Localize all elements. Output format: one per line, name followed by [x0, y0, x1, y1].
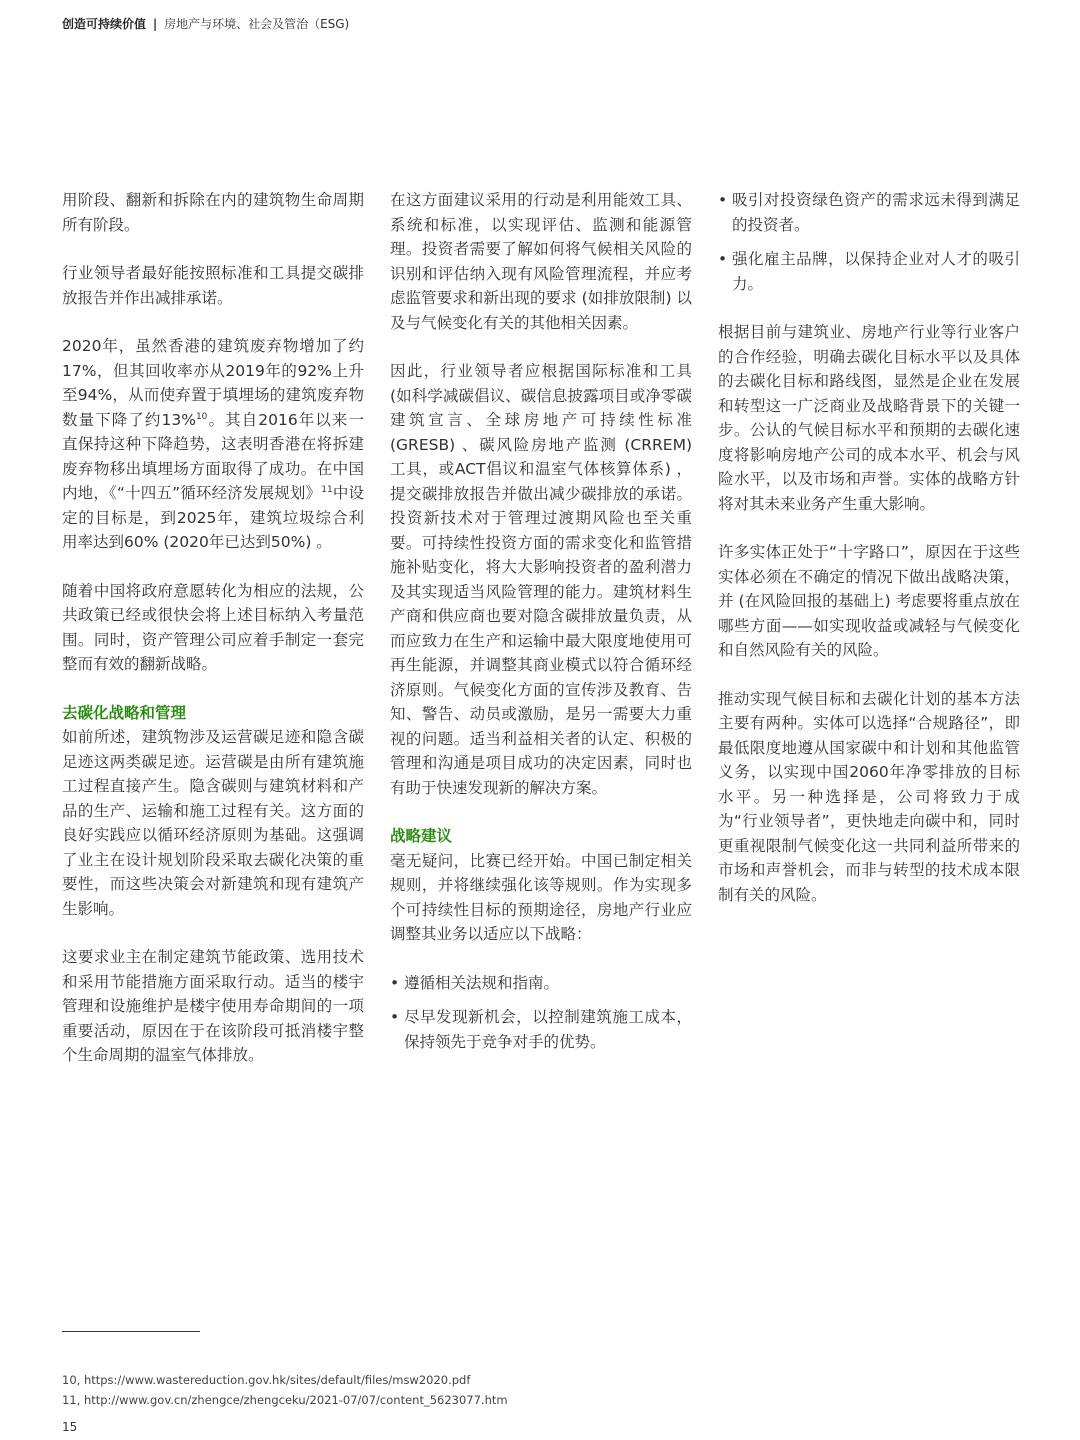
section-heading-decarbonisation: 去碳化战略和管理 — [62, 703, 187, 722]
footnote-11[interactable]: 11, http://www.gov.cn/zhengce/zhengceku/2021-07/07/content_5623077.htm — [62, 1393, 508, 1407]
paragraph: 随着中国将政府意愿转化为相应的法规，公共政策已经或很快会将上述目标纳入考量范围。同时，资产管理公司应着手制定一套完整而有效的翻新战略。 — [62, 581, 364, 673]
list-item: • 遵循相关法规和指南。 — [390, 971, 692, 996]
running-header — [62, 15, 349, 32]
footnotes — [62, 1370, 508, 1410]
header-section: 创造可持续价值 — [62, 17, 147, 31]
footnote-ref-11[interactable]: 11 — [321, 484, 333, 495]
list-item: • 强化雇主品牌，以保持企业对人才的吸引力。 — [718, 247, 1020, 296]
paragraph: 许多实体正处于“十字路口”，原因在于这些实体必须在不确定的情况下做出战略决策，并 (在风险回报的基础上) 考虑要将重点放在哪些方面——如实现收益或减轻与气候变化和自然风险有关的风险。 — [718, 543, 1020, 659]
footnote-ref-10[interactable]: 10 — [195, 411, 208, 422]
paragraph: 因此，行业领导者应根据国际标准和工具 (如科学减碳倡议、碳信息披露项目或净零碳建筑宣言、全球房地产可持续性标准 (GRESB) 、碳风险房地产监测 (CRREM) 工具，或ACT倡议和温室气体核算体系) ，提交碳排放报告并做出减少碳排放的承诺。投资新技术对于管理过渡期风险也至关重要。可持续性投资方面的需求变化和监管措施补贴变化，将大大影响投资者的盈利潜力及其实现适当风险管理的能力。建筑材料生产商和供应商也要对隐含碳排放量负责，从而应致力在生产和运输中最大限度地使用可再生能源，并调整其商业模式以符合循环经济原则。气候变化方面的宣传涉及教育、告知、警告、动员或激励，是另一需要大力重视的问题。适当利益相关者的认定、积极的管理和沟通是项目成功的决定因素，同时也有助于快速发现新的解决方案。 — [390, 362, 692, 797]
paragraph: 在这方面建议采用的行动是利用能效工具、系统和标准，以实现评估、监测和能源管理。投资者需要了解如何将气候相关风险的识别和评估纳入现有风险管理流程，并应考虑监管要求和新出现的要求 (如排放限制) 以及与气候变化有关的其他相关因素。 — [390, 191, 692, 332]
paragraph: 如前所述，建筑物涉及运营碳足迹和隐含碳足迹这两类碳足迹。运营碳是由所有建筑施工过程直接产生。隐含碳则与建筑材料和产品的生产、运输和施工过程有关。这方面的良好实践应以循环经济原则为基础。这强调了业主在设计规划阶段采取去碳化决策的重要性，而这些决策会对新建筑和现有建筑产生影响。 — [62, 728, 364, 918]
header-separator: | — [152, 17, 158, 31]
paragraph: 推动实现气候目标和去碳化计划的基本方法主要有两种。实体可以选择“合规路径”，即最低限度地遵从国家碳中和计划和其他监管义务，以实现中国2060年净零排放的目标水平。另一种选择是，公司将致力于成为“行业领导者”，更快地走向碳中和，同时更重视限制气候变化这一共同利益所带来的市场和声誉机会，而非与转型的技术成本限制有关的风险。 — [718, 689, 1020, 904]
footnote-10[interactable]: 10, https://www.wastereduction.gov.hk/sites/default/files/msw2020.pdf — [62, 1373, 471, 1387]
strategy-bullet-list — [390, 971, 692, 1055]
footnote-divider — [62, 1331, 200, 1332]
paragraph: 这要求业主在制定建筑节能政策、选用技术和采用节能措施方面采取行动。适当的楼宇管理和设施维护是楼宇使用寿命期间的一项重要活动，原因在于在该阶段可抵消楼宇整个生命周期的温室气体排放。 — [62, 948, 364, 1064]
paragraph: 行业领导者最好能按照标准和工具提交碳排放报告并作出减排承诺。 — [62, 264, 364, 307]
column-right — [718, 188, 1020, 931]
strategy-bullet-list-continued — [718, 188, 1020, 296]
paragraph: 毫无疑问，比赛已经开始。中国已制定相关规则，并将继续强化该等规则。作为实现多个可持续性目标的预期途径，房地产行业应调整其业务以适应以下战略： — [390, 851, 692, 943]
paragraph: 用阶段、翻新和拆除在内的建筑物生命周期所有阶段。 — [62, 191, 364, 234]
page-number: 15 — [62, 1420, 78, 1434]
paragraph-waste-stats: 2020年，虽然香港的建筑废弃物增加了约17%，但其回收率亦从2019年的92%上升至94%，从而使弃置于填埋场的建筑废弃物数量下降了约13%$^{10}$。其自2016年以来一直保持这种下降趋势，这表明香港在将拆建废弃物移出填埋场方面取得了成功。在中国内地，《“十四五”循环经济发展规划》$^{11}$中设定的目标是，到2025年，建筑垃圾综合利用率达到60% (2020年已达到50%) 。 — [62, 337, 365, 551]
column-left — [62, 188, 364, 1092]
column-middle — [390, 188, 692, 1078]
list-item: • 尽早发现新机会，以控制建筑施工成本，保持领先于竞争对手的优势。 — [390, 1005, 692, 1054]
paragraph: 根据目前与建筑业、房地产行业等行业客户的合作经验，明确去碳化目标水平以及具体的去碳化目标和路线图，显然是企业在发展和转型这一广泛商业及战略背景下的关键一步。公认的气候目标水平和预期的去碳化速度将影响房地产公司的成本水平、机会与风险水平，以及市场和声誉。实体的战略方针将对其未来业务产生重大影响。 — [718, 323, 1020, 513]
header-subsection: 房地产与环境、社会及管治（ESG) — [164, 17, 350, 31]
list-item: • 吸引对投资绿色资产的需求远未得到满足的投资者。 — [718, 188, 1020, 237]
section-heading-strategy: 战略建议 — [390, 827, 453, 845]
